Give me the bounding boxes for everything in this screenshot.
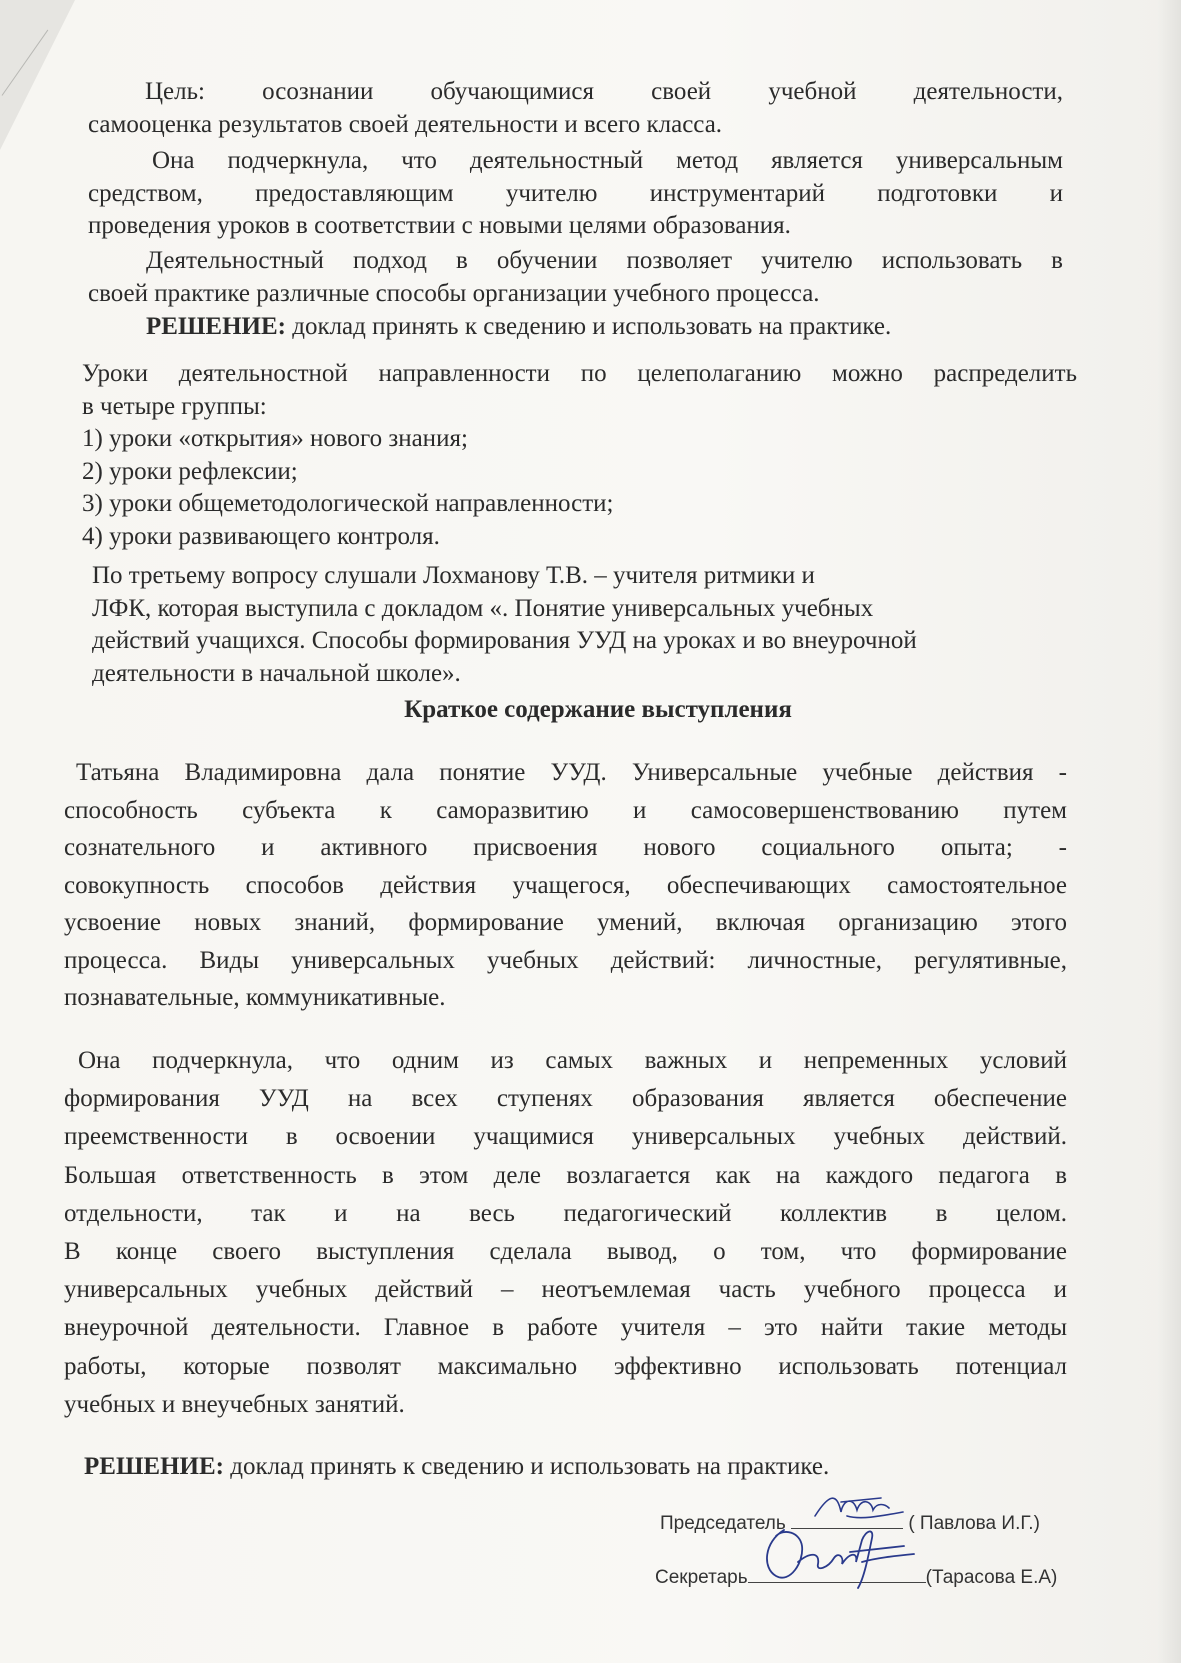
secretary-name: (Тарасова Е.А) <box>925 1567 1058 1588</box>
text-line: В конце своего выступления сделала вывод, о том, что формирование <box>64 1238 1067 1266</box>
secretary-label: Секретарь <box>655 1567 748 1588</box>
list-item: 2) уроки рефлексии; <box>82 457 298 485</box>
uud-definition-paragraph <box>64 754 1067 1017</box>
text-line: средством, предоставляющим учителю инструментарий подготовки и <box>88 179 1063 207</box>
text-line: По третьему вопросу слушали Лохманову Т.В. – учителя ритмики и <box>92 562 815 589</box>
text-line: Деятельностный подход в обучении позволяет учителю использовать в <box>146 247 1063 274</box>
text-line: процесса. Виды универсальных учебных действий: личностные, регулятивные, <box>64 946 1067 974</box>
text-line: Уроки деятельностной направленности по целеполаганию можно распределить <box>82 360 1077 387</box>
text-line: универсальных учебных действий – неотъемлемая часть учебного процесса и <box>64 1276 1067 1304</box>
text-line: познавательные, коммуникативные. <box>64 984 446 1011</box>
text-line: Большая ответственность в этом деле возлагается как на каждого педагога в <box>64 1161 1067 1189</box>
lesson-types-section <box>82 358 1077 553</box>
chair-signature-icon <box>811 1486 921 1526</box>
text-line: Цель: осознании обучающимися своей учебной деятельности, <box>145 78 1063 105</box>
text-line: проведения уроков в соответствии с новыми целями образования. <box>88 212 791 239</box>
text-line: ЛФК, которая выступила с докладом «. Понятие универсальных учебных <box>92 594 874 622</box>
folded-corner <box>0 0 75 150</box>
signature-blank <box>748 1564 926 1583</box>
page-edge-shadow <box>1157 0 1181 1663</box>
approach-paragraph <box>88 245 1063 310</box>
text-line: преемственности в освоении учащимися универсальных учебных действий. <box>64 1123 1067 1151</box>
text-line: формирования УУД на всех ступенях образования является обеспечение <box>64 1085 1067 1113</box>
list-item: 3) уроки общеметодологической направленности; <box>82 490 614 517</box>
text-line: совокупность способов действия учащегося, обеспечивающих самостоятельное <box>64 871 1067 899</box>
third-question-paragraph <box>92 560 1027 690</box>
summary-heading: Краткое содержание выступления <box>404 696 792 723</box>
chair-label: Председатель <box>660 1513 786 1534</box>
text-line: своей практике различные способы организации учебного процесса. <box>88 279 820 307</box>
text-line: сознательного и активного присвоения нового социального опыта; - <box>64 834 1067 861</box>
goal-paragraph <box>88 76 1063 141</box>
decision-line <box>84 1451 1084 1484</box>
text-line: самооценка результатов своей деятельности и всего класса. <box>88 110 723 138</box>
text-line: учебных и внеучебных занятий. <box>64 1390 405 1418</box>
text-line: Она подчеркнула, что одним из самых важных и непременных условий <box>78 1047 1067 1074</box>
text-line: действий учащихся. Способы формирования УУД на уроках и во внеурочной <box>92 627 917 654</box>
text-line: внеурочной деятельности. Главное в работе учителя – это найти такие методы <box>64 1314 1067 1342</box>
list-item: 1) уроки «открытия» нового знания; <box>82 425 468 452</box>
decision-label: РЕШЕНИЕ: <box>146 313 286 340</box>
text-line: Она подчеркнула, что деятельностный метод является универсальным <box>152 147 1063 174</box>
text-line: усвоение новых знаний, формирование умений, включая организацию этого <box>64 909 1067 936</box>
decision-line <box>146 311 1086 344</box>
method-paragraph <box>88 145 1063 243</box>
text-line: в четыре группы: <box>82 392 267 420</box>
text-line: отдельности, так и на весь педагогический коллектив в целом. <box>64 1199 1067 1227</box>
text-line: Татьяна Владимировна дала понятие УУД. Универсальные учебные действия - <box>76 759 1067 786</box>
text-line: деятельности в начальной школе». <box>92 659 461 687</box>
continuity-paragraph <box>64 1042 1067 1424</box>
decision-label: РЕШЕНИЕ: <box>84 1453 224 1480</box>
secretary-signature-line <box>655 1564 1057 1589</box>
list-item: 4) уроки развивающего контроля. <box>82 522 440 550</box>
chair-name: ( Павлова И.Г.) <box>908 1513 1040 1534</box>
text-line: работы, которые позволят максимально эффективно использовать потенциал <box>64 1352 1067 1380</box>
secretary-signature-icon <box>754 1522 924 1592</box>
text-line: способность субъекта к саморазвитию и самосовершенствованию путем <box>64 796 1067 824</box>
decision-text: доклад принять к сведению и использовать на практике. <box>285 313 892 340</box>
decision-text: доклад принять к сведению и использовать на практике. <box>223 1453 830 1480</box>
